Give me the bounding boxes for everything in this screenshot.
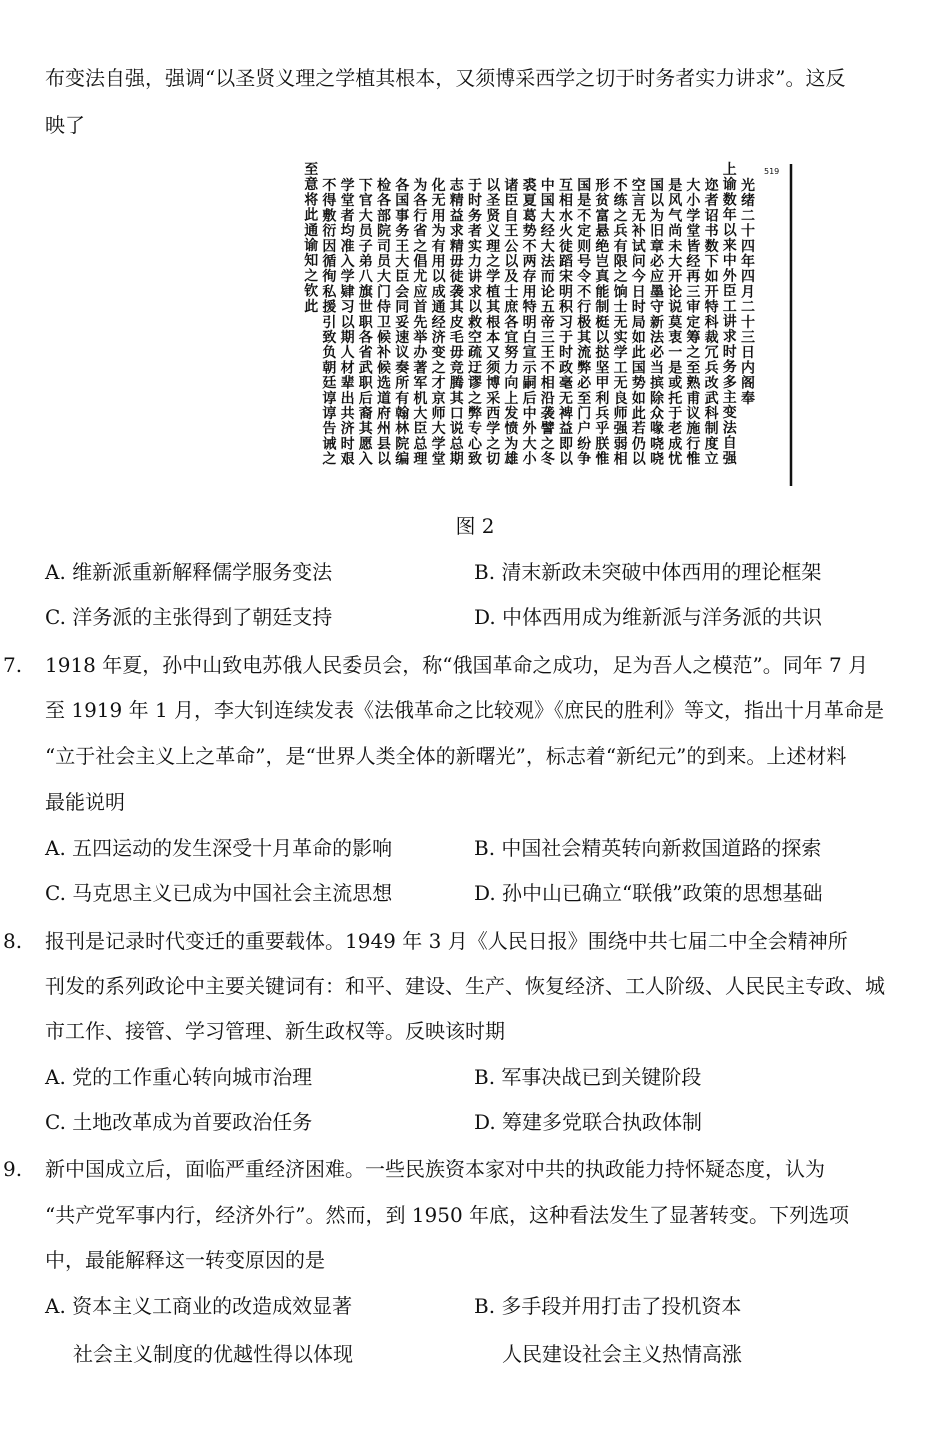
q7-option-c[interactable]: C. 马克思主义已成为中国社会主流思想 bbox=[45, 881, 393, 905]
edict-column-24: 不得敷衍因循徇私援引致负朝廷谆谆告诫之 bbox=[322, 178, 337, 468]
document-number: 519 bbox=[764, 167, 780, 176]
edict-column-17: 志精益求精毋徒袭其皮毛毋竞腾其口说总期 bbox=[449, 178, 464, 468]
q8-stem-line-1: 报刊是记录时代变迁的重要载体。1949 年 3 月《人民日报》围绕中共七届二中全会精神所 bbox=[45, 929, 848, 953]
q8-option-b[interactable]: B. 军事决战已到关键阶段 bbox=[474, 1065, 702, 1089]
edict-column-9: 形贫富悬绝岂真能制梃以挞坚甲利兵乎朕惟 bbox=[595, 178, 610, 468]
q8-option-d[interactable]: D. 筹建多党联合执政体制 bbox=[474, 1110, 703, 1134]
edict-column-19: 为各行省之倡尤应首先举办著军机大臣总理 bbox=[413, 178, 428, 468]
q8-number: 8. bbox=[3, 929, 23, 953]
q9-stem-line-2: “共产党军事内行，经济外行”。然而，到 1950 年底，这种看法发生了显著转变。下列选项 bbox=[45, 1203, 850, 1227]
q6-stem-line-1: 布变法自强，强调“以圣贤义理之学植其根本，又须博采西学之切于时务者实力讲求”。这反 bbox=[45, 66, 846, 90]
q8-option-a[interactable]: A. 党的工作重心转向城市治理 bbox=[45, 1065, 313, 1089]
edict-column-18: 化无用为有用以成通经济变之才京师大学堂 bbox=[431, 178, 446, 468]
q9-option-a[interactable]: A. 资本主义工商业的改造成效显著 bbox=[45, 1294, 353, 1318]
edict-column-25: 至意将此通谕知之钦此 bbox=[304, 162, 319, 315]
edict-column-7: 空言无补试问今日时局如此国势如此若仍以 bbox=[631, 178, 646, 468]
q6-option-b[interactable]: B. 清末新政未突破中体西用的理论框架 bbox=[474, 560, 822, 584]
q6-option-c[interactable]: C. 洋务派的主张得到了朝廷支持 bbox=[45, 605, 333, 629]
edict-column-8: 不练之兵有限之饷士无实学工无良师强弱相 bbox=[613, 178, 628, 468]
edict-column-21: 检各部院司员大门侍卫候补候选道府州县以 bbox=[377, 178, 391, 468]
q9-stem-line-1: 新中国成立后，面临严重经济困难。一些民族资本家对中共的执政能力持怀疑态度，认为 bbox=[45, 1157, 825, 1181]
edict-column-6: 国以为旧章必应墨守新法必当摈除众喙哓哓 bbox=[650, 178, 664, 468]
q8-stem-line-3: 市工作、接管、学习管理、新生政权等。反映该时期 bbox=[45, 1019, 505, 1043]
edict-column-2: 上谕数年以来中外臣工讲求时务多主变法自强 bbox=[722, 162, 737, 467]
edict-document-image bbox=[150, 160, 798, 490]
q6-stem-line-2: 映了 bbox=[45, 113, 85, 137]
edict-column-13: 裘夏葛势不两存用特明白宣示嗣后中外大小 bbox=[522, 178, 537, 468]
edict-column-22: 下官大员子弟八旗世职各省武职后裔其愿入 bbox=[358, 178, 373, 468]
q7-option-b[interactable]: B. 中国社会精英转向新救国道路的探索 bbox=[474, 836, 822, 860]
q7-stem-line-1: 1918 年夏，孙中山致电苏俄人民委员会，称“俄国革命之成功，足为吾人之模范”。同年 7 月 bbox=[45, 653, 869, 677]
edict-column-14: 诸臣自王公以及士庶各宜努力向上发愤为雄 bbox=[504, 178, 519, 468]
edict-text-columns bbox=[304, 162, 755, 468]
edict-column-10: 国是不定则号令不行极其流弊必至门户纷争 bbox=[577, 178, 592, 468]
edict-column-23: 学堂者均准入学肄习以期人材辈出共济时艰 bbox=[340, 178, 355, 468]
q9-option-c-partial[interactable]: 社会主义制度的优越性得以体现 bbox=[73, 1342, 353, 1366]
q7-stem-line-2: 至 1919 年 1 月，李大钊连续发表《法俄革命之比较观》《庶民的胜利》等文，指出十月革命是 bbox=[45, 698, 885, 722]
figure-caption: 图 2 bbox=[455, 514, 495, 538]
q7-number: 7. bbox=[3, 653, 23, 677]
q9-stem-line-3: 中，最能解释这一转变原因的是 bbox=[45, 1248, 325, 1272]
q7-option-a[interactable]: A. 五四运动的发生深受十月革命的影响 bbox=[45, 836, 393, 860]
q6-option-a[interactable]: A. 维新派重新解释儒学服务变法 bbox=[45, 560, 333, 584]
edict-column-5: 是风气尚未大开论说莫衷一是或托于老成忧 bbox=[668, 178, 683, 468]
q9-option-d-partial[interactable]: 人民建设社会主义热情高涨 bbox=[502, 1342, 742, 1366]
edict-column-16: 于时务者实力讲求以救空疏迂谬之弊专心致 bbox=[468, 178, 482, 468]
edict-column-20: 各国事务王大臣会同妥速议奏所有翰林院编 bbox=[395, 178, 410, 468]
q8-option-c[interactable]: C. 土地改革成为首要政治任务 bbox=[45, 1110, 313, 1134]
edict-column-4: 大小学堂皆经再三审定筹之至熟甫议施行惟 bbox=[686, 178, 701, 468]
edict-column-11: 互相水火徒蹈宋明积习于时政毫无裨益即以 bbox=[559, 178, 573, 468]
edict-column-3: 迩者诏书数下如开特科裁冗兵改武科制度立 bbox=[704, 178, 719, 468]
q9-number: 9. bbox=[3, 1157, 23, 1181]
q6-option-d[interactable]: D. 中体西用成为维新派与洋务派的共识 bbox=[474, 605, 823, 629]
edict-column-15: 以圣贤义理之学植其根本又须博采西学之切 bbox=[486, 178, 501, 468]
q9-option-b[interactable]: B. 多手段并用打击了投机资本 bbox=[474, 1294, 742, 1318]
q8-stem-line-2: 刊发的系列政论中主要关键词有：和平、建设、生产、恢复经济、工人阶级、人民民主专政、城 bbox=[45, 974, 885, 998]
edict-column-1: 光绪二十四年四月二十三日内阁奉 bbox=[741, 178, 755, 407]
q7-option-d[interactable]: D. 孙中山已确立“联俄”政策的思想基础 bbox=[474, 881, 823, 905]
q7-stem-line-4: 最能说明 bbox=[45, 790, 125, 814]
edict-column-12: 中国大经大法而论五帝三王不相沿袭譬之冬 bbox=[540, 178, 555, 468]
q7-stem-line-3: “立于社会主义上之革命”，是“世界人类全体的新曙光”，标志着“新纪元”的到来。上述材料 bbox=[45, 744, 847, 768]
